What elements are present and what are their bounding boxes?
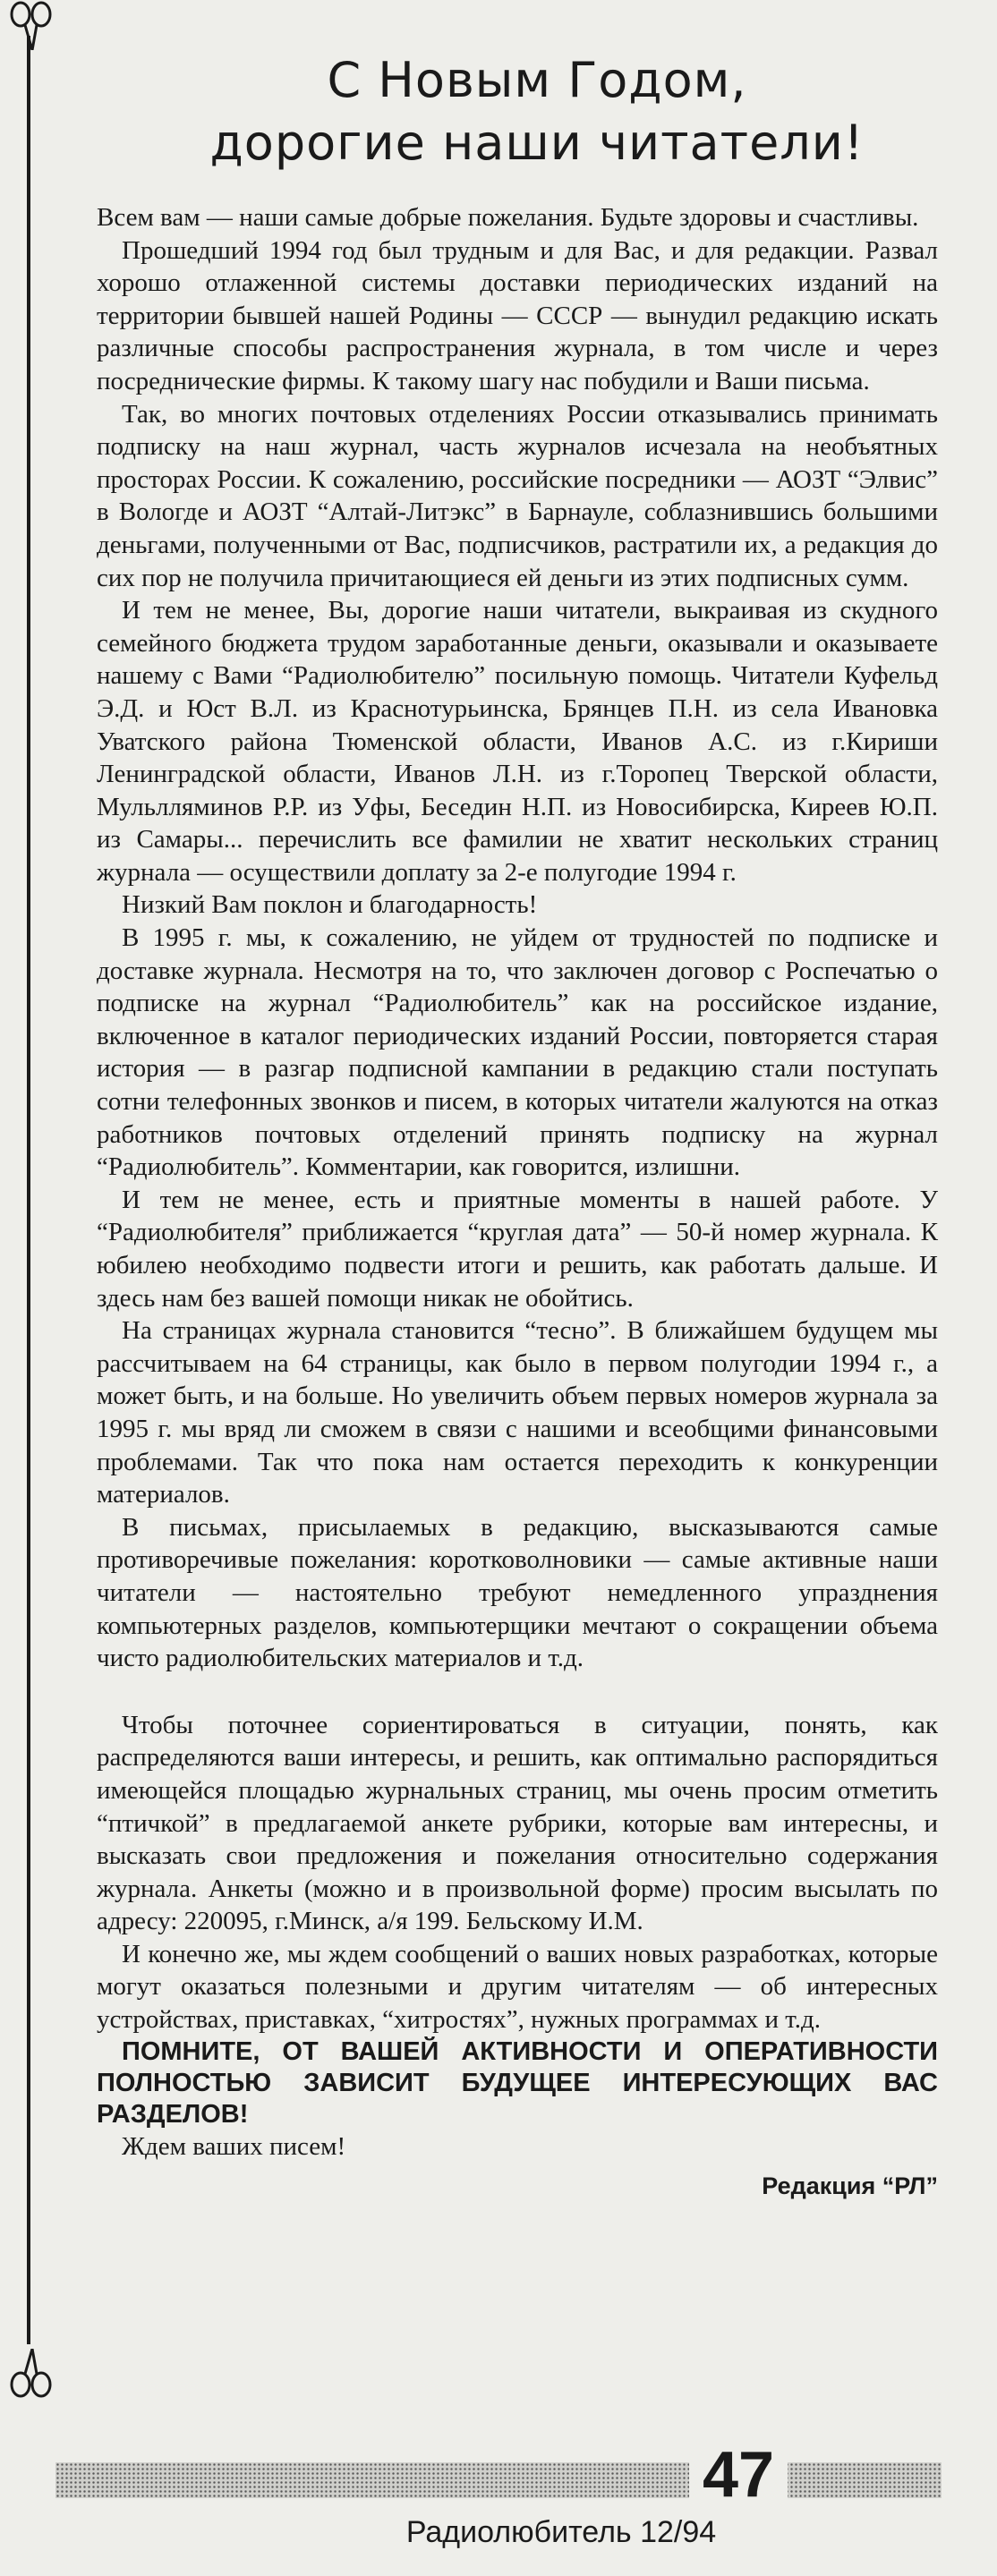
title-line-1: С Новым Годом, bbox=[327, 52, 747, 108]
callout-paragraph: ПОМНИТЕ, ОТ ВАШЕЙ АКТИВНОСТИ И ОПЕРАТИВНОСТИ ПОЛНОСТЬЮ ЗАВИСИТ БУДУЩЕЕ ИНТЕРЕСУЮЩИХ ВАС РАЗДЕЛОВ! bbox=[97, 2036, 938, 2129]
paragraph: Всем вам — наши самые добрые пожелания. Будьте здоровы и счастливы. bbox=[97, 203, 919, 232]
paragraph: Ждем ваших писем! bbox=[122, 2131, 346, 2161]
cut-line bbox=[27, 36, 30, 2344]
paragraph: Так, во многих почтовых отделениях России отказывались принимать подписку на наш журнал, часть журналов исчезала на необъятных просторах России. К сожалению, российские посредники — АОЗТ “Элвис” в Вологде и АОЗТ “Алтай-Литэкс” в Барнауле, соблазнившись большими деньгами, полученными от Вас, подписчиков, растратили их, а редакция до сих пор не получила причитающиеся ей деньги из этих подписных сумм. bbox=[97, 399, 938, 592]
paragraph: Низкий Вам поклон и благодарность! bbox=[122, 890, 538, 920]
paragraph: Прошедший 1994 год был трудным и для Вас, и для редакции. Развал хорошо отлаженной системы доставки периодических изданий на территории бывшей нашей Родины — СССР — вынудил редакцию искать различные способы распространения журнала, в том числе и через посреднические фирмы. К такому шагу нас побудили и Ваши письма. bbox=[97, 235, 938, 395]
scissors-icon bbox=[5, 0, 55, 50]
article-body bbox=[97, 201, 938, 2203]
magazine-issue: Радиолюбитель 12/94 bbox=[405, 2515, 717, 2549]
paragraph: И тем не менее, есть и приятные моменты в нашей работе. У “Радиолюбителя” приближается “круглая дата” — 50-й номер журнала. К юбилею необходимо подвести итоги и решить, как работать дальше. И здесь нам без вашей помощи никак не обойтись. bbox=[97, 1185, 938, 1313]
paragraph: В письмах, присылаемых в редакцию, высказываются самые противоречивые пожелания: коротковолновики — самые активные наши читатели — настоятельно требуют немедленного упразднения компьютерных разделов, компьютерщики мечтают о сокращении объема чисто радиолюбительских материалов и т.д. bbox=[97, 1512, 938, 1673]
scissors-icon bbox=[5, 2349, 55, 2399]
signature: Редакция “РЛ” bbox=[762, 2172, 938, 2200]
paragraph: И конечно же, мы ждем сообщений о ваших новых разработках, которые могут оказаться полезными и другим читателям — об интересных устройствах, приставках, “хитростях”, нужных программах и т.д. bbox=[97, 1939, 938, 2035]
paragraph: В 1995 г. мы, к сожалению, не уйдем от трудностей по подписке и доставке журнала. Несмотря на то, что заключен договор с Роспечатью о подписке на журнал “Радиолюбитель” как на российское издание, включенное в каталог периодических изданий России, повторяется старая история — в разгар подписной кампании в редакцию стали поступать сотни телефонных звонков и писем, в которых читатели жалуются на отказ работников почтовых отделений принять подписку на журнал “Радиолюбитель”. Комментарии, как говорится, излишни. bbox=[97, 923, 938, 1182]
paragraph: И тем не менее, Вы, дорогие наши читатели, выкраивая из скудного семейного бюджета трудом заработанные деньги, оказывали и оказываете нашему с Вами “Радиолюбителю” посильную помощь. Читатели Куфельд Э.Д. и Юст В.Л. из Краснотурьинска, Брянцев П.Н. из села Ивановка Уватского района Тюменской области, Иванов А.С. из г.Кириши Ленинградской области, Иванов Л.Н. из г.Торопец Тверской области, Мульлляминов Р.Р. из Уфы, Беседин Н.П. из Новосибирска, Киреев Ю.П. из Самары... перечислить все фамилии не хватит нескольких страниц журнала — осуществили доплату за 2-е полугодие 1994 г. bbox=[97, 596, 938, 887]
paragraph: Чтобы поточнее сориентироваться в ситуации, понять, как распределяются ваши интересы, и решить, как оптимально распорядиться имеющейся площадью журнальных страниц, мы очень просим отметить “птичкой” в предлагаемой анкете рубрики, которые вам интересны, и высказать свои предложения и пожелания относительно содержания журнала. Анкеты (можно и в произвольной форме) просим высылать по адресу: 220095, г.Минск, а/я 199. Бельскому И.М. bbox=[97, 1710, 938, 1936]
page-title bbox=[89, 49, 984, 174]
title-line-2: дорогие наши читатели! bbox=[209, 115, 865, 171]
page-number: 47 bbox=[689, 2443, 788, 2507]
footer-halftone-bar bbox=[55, 2462, 942, 2498]
paragraph: На страницах журнала становится “тесно”. В ближайшем будущем мы рассчитываем на 64 страницы, как было в первом полугодии 1994 г., а может быть, и на больше. Но увеличить объем первых номеров журнала за 1995 г. мы вряд ли сможем в связи с нашими и всеобщими финансовыми проблемами. Так что пока нам остается переходить к конкуренции материалов. bbox=[97, 1316, 938, 1509]
